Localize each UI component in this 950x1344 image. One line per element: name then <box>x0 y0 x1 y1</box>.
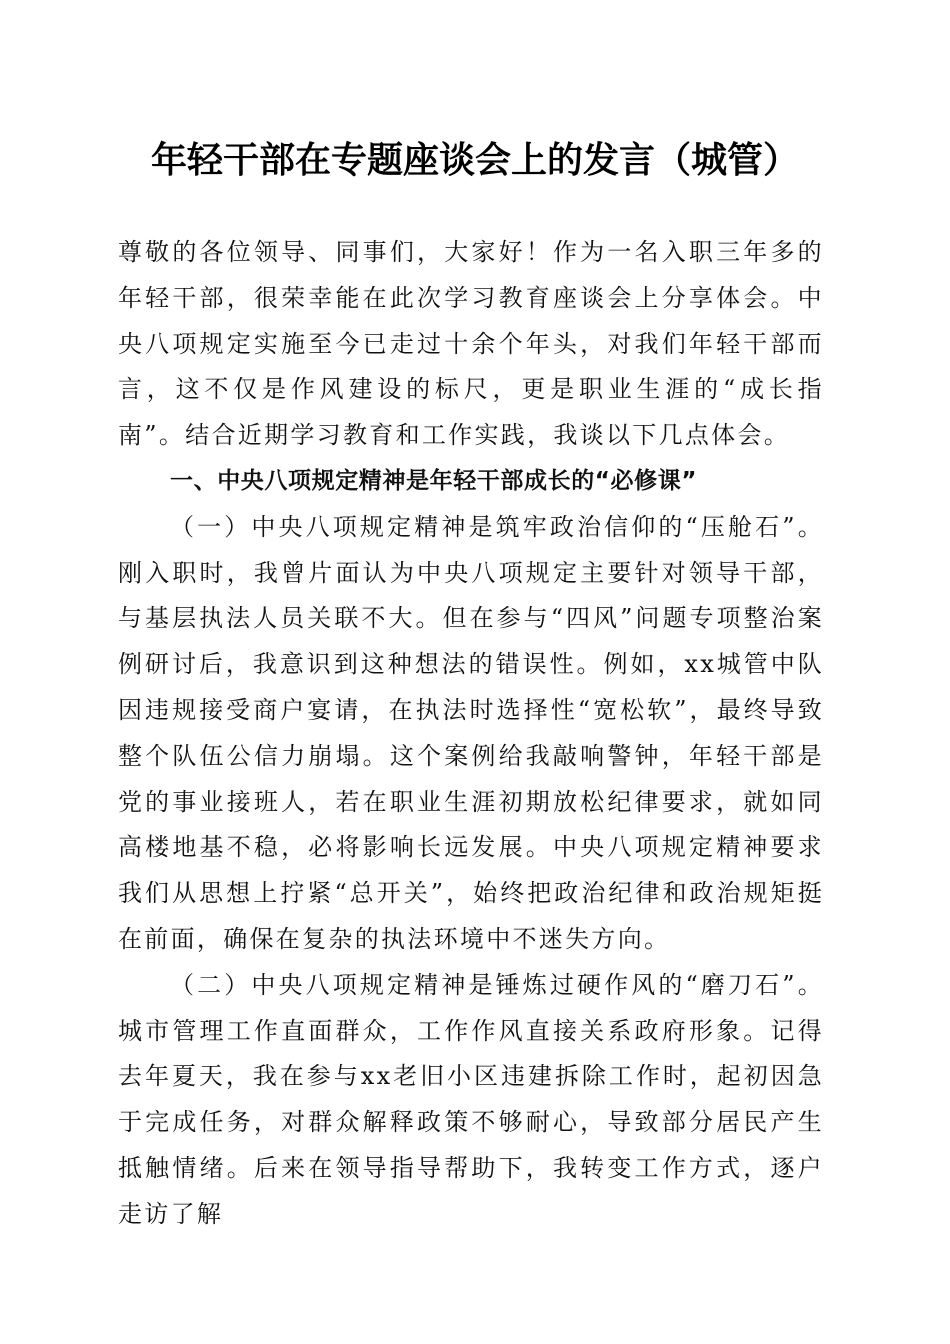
document-body <box>118 230 824 1238</box>
section-paragraph-2: （二）中央八项规定精神是锤炼过硬作风的“磨刀石”。城市管理工作直面群众，工作作风直接关系政府形象。记得去年夏天，我在参与xx老旧小区违建拆除工作时，起初因急于完成任务，对群众解释政策不够耐心，导致部分居民产生抵触情绪。后来在领导指导帮助下，我转变工作方式，逐户走访了解 <box>118 970 824 1228</box>
section-paragraph-1: （一）中央八项规定精神是筑牢政治信仰的“压舱石”。刚入职时，我曾片面认为中央八项规定主要针对领导干部，与基层执法人员关联不大。但在参与“四风”问题专项整治案例研讨后，我意识到这种想法的错误性。例如，xx城管中队因违规接受商户宴请，在执法时选择性“宽松软”，最终导致整个队伍公信力崩塌。这个案例给我敲响警钟，年轻干部是党的事业接班人，若在职业生涯初期放松纪律要求，就如同高楼地基不稳，必将影响长远发展。中央八项规定精神要求我们从思想上拧紧“总开关”，始终把政治纪律和政治规矩挺在前面，确保在复杂的执法环境中不迷失方向。 <box>118 512 824 953</box>
section-heading-1: 一、中央八项规定精神是年轻干部成长的“必修课” <box>170 467 698 494</box>
opening-paragraph: 尊敬的各位领导、同事们，大家好！作为一名入职三年多的年轻干部，很荣幸能在此次学习教育座谈会上分享体会。中央八项规定实施至今已走过十余个年头，对我们年轻干部而言，这不仅是作风建设的标尺，更是职业生涯的“成长指南”。结合近期学习教育和工作实践，我谈以下几点体会。 <box>118 238 824 450</box>
page-title: 年轻干部在专题座谈会上的发言（城管） <box>150 139 799 181</box>
